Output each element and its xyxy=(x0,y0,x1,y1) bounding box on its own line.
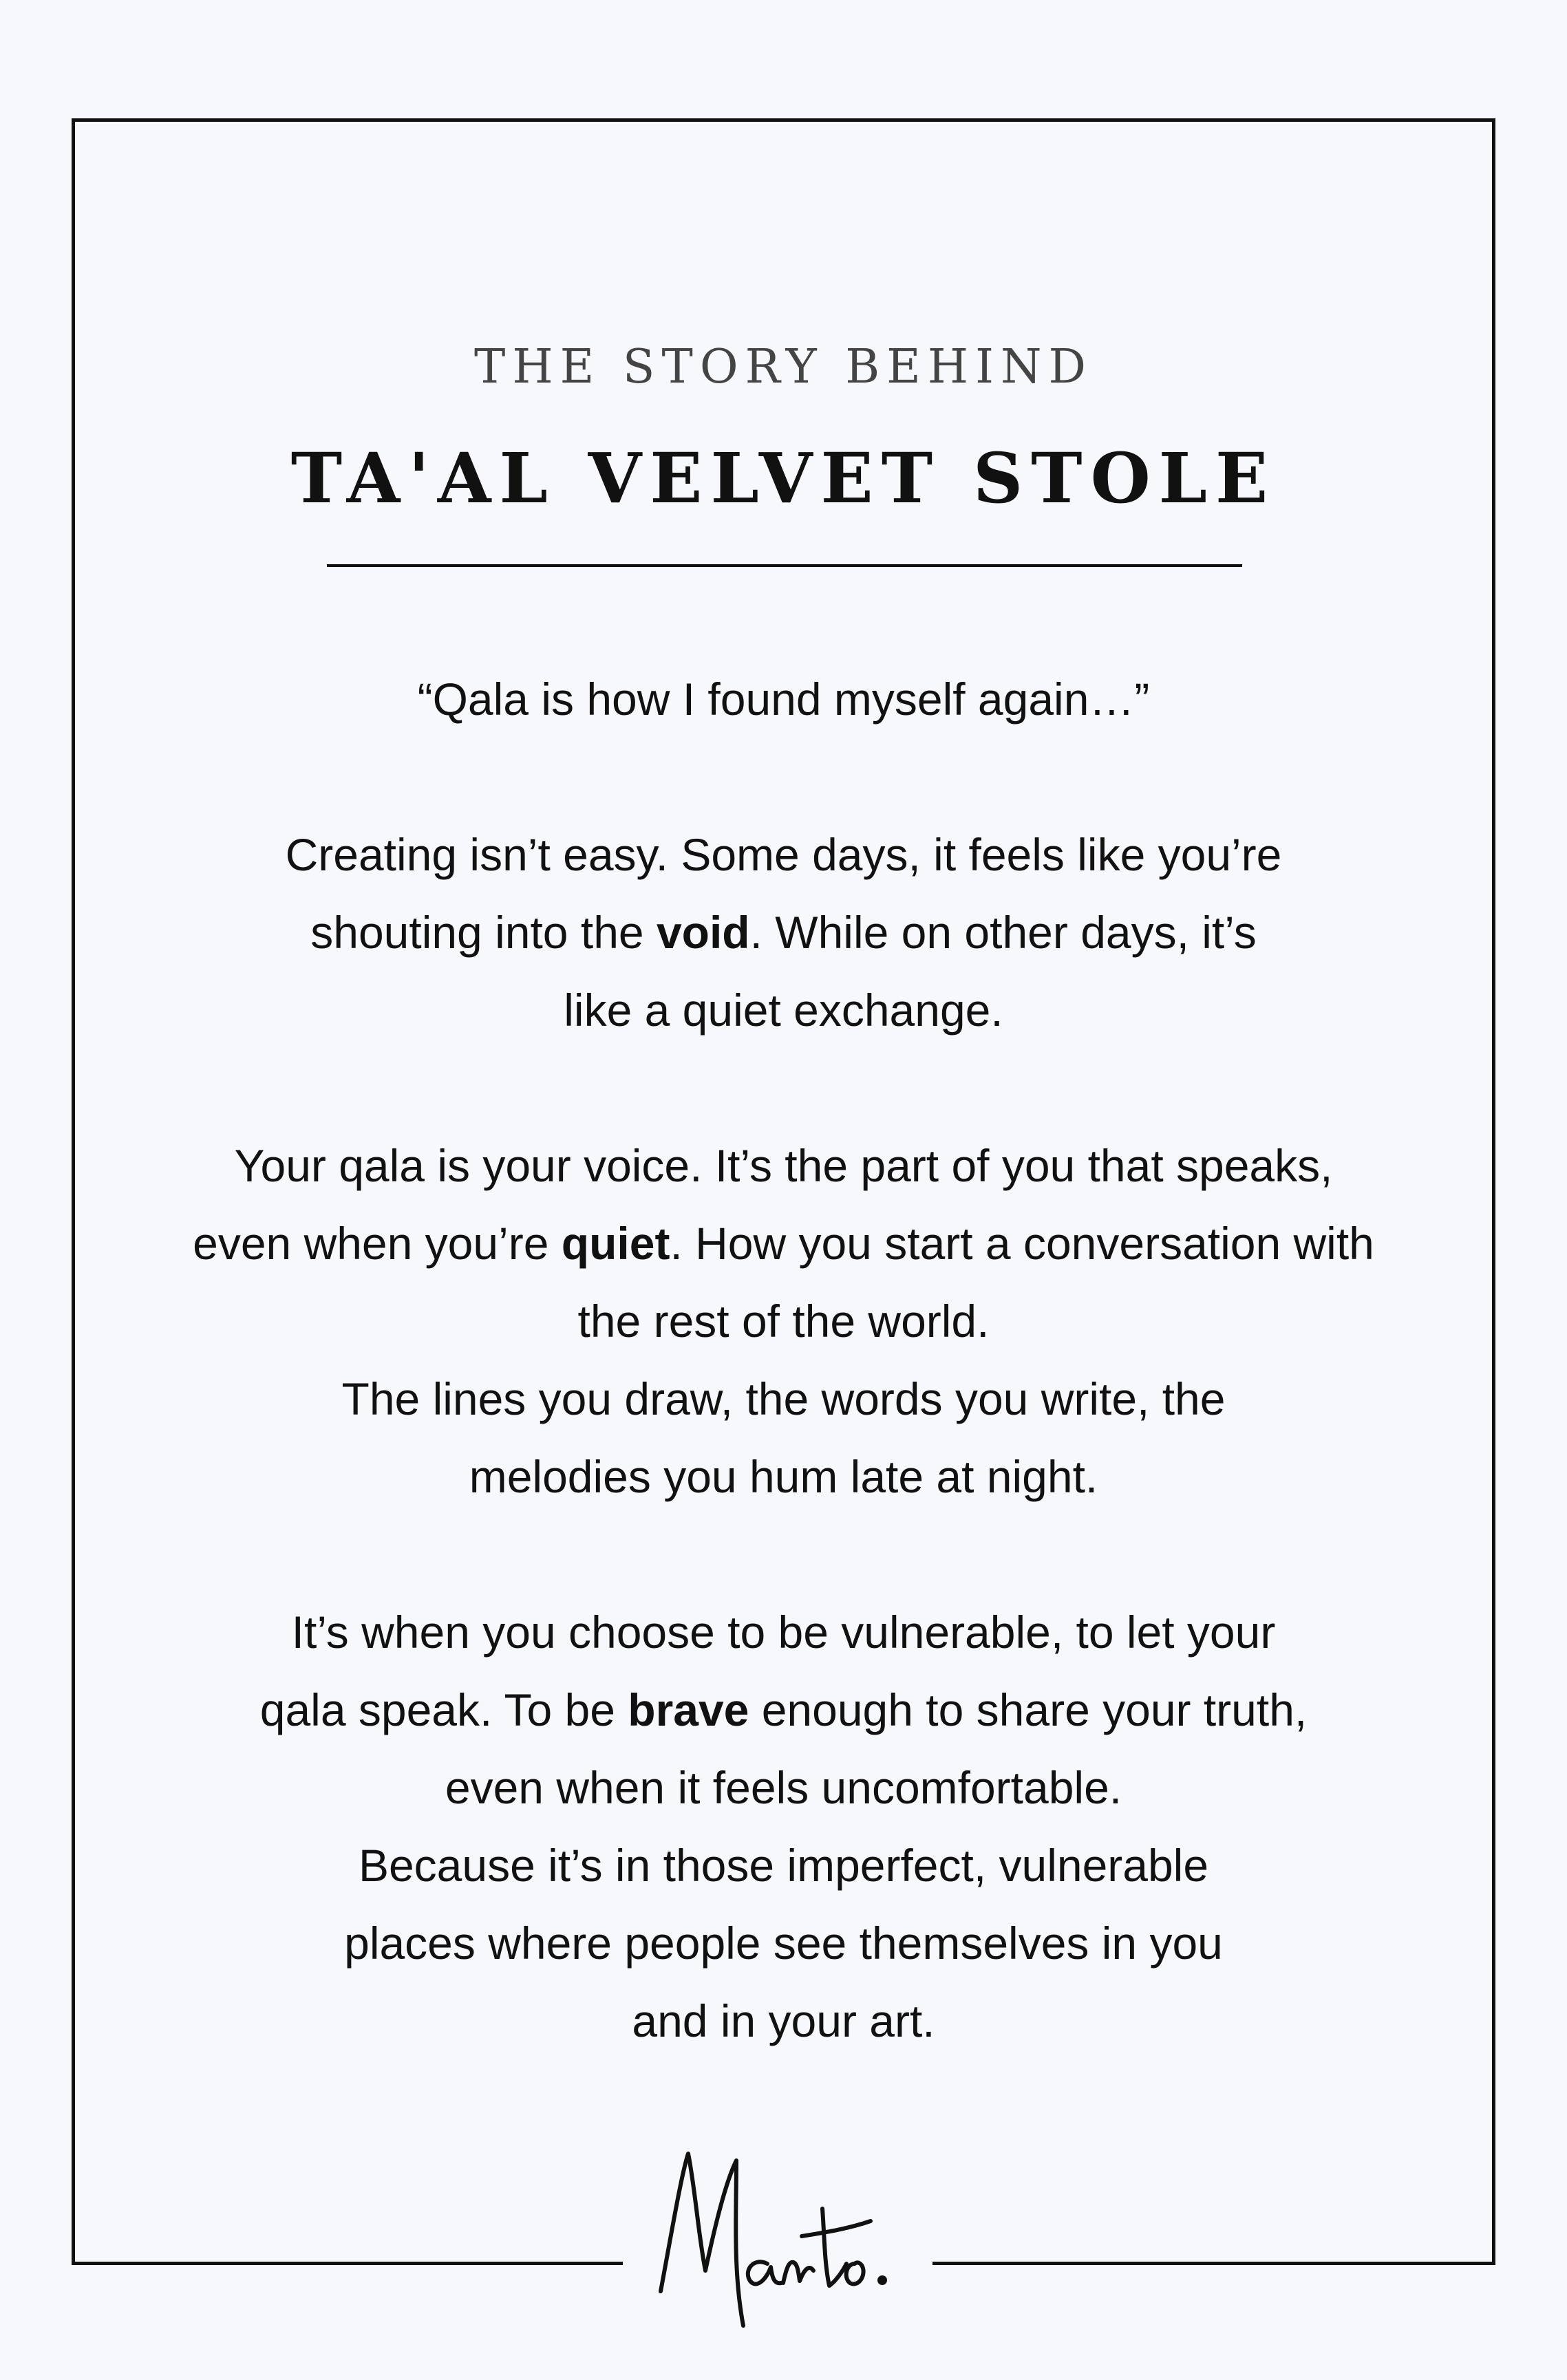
page-title: TA'AL VELVET STOLE xyxy=(290,438,1277,519)
manto-signature xyxy=(640,2133,929,2339)
paragraph-2 xyxy=(172,1127,1395,1360)
title-divider xyxy=(327,564,1242,567)
paragraph-3-continued: Because it’s in those imperfect, vulnerable places where people see themselves in you and in your art. xyxy=(344,1840,1223,2046)
paragraph-gap xyxy=(172,1516,1395,1594)
paragraph-gap xyxy=(172,1049,1395,1127)
emphasis-brave: brave xyxy=(628,1684,749,1735)
paragraph-3 xyxy=(172,1594,1395,1827)
story-body xyxy=(172,661,1395,2060)
paragraph-2-text-b: . How you start a conversation with the rest of the world. xyxy=(577,1218,1374,1347)
paragraph-1 xyxy=(172,816,1395,1049)
emphasis-void: void xyxy=(656,907,750,958)
paragraph-2-continued: The lines you draw, the words you write, the melodies you hum late at night. xyxy=(341,1373,1226,1502)
paragraph-3-text-a: It’s when you choose to be vulnerable, to let your qala speak. To be xyxy=(259,1607,1276,1735)
eyebrow-heading: THE STORY BEHIND xyxy=(473,340,1093,394)
opening-quote: “Qala is how I found myself again…” xyxy=(417,674,1150,725)
paragraph-gap xyxy=(172,738,1395,816)
emphasis-quiet: quiet xyxy=(561,1218,670,1269)
paragraph-1-text-b: . While on other days, it’s like a quiet exchange. xyxy=(564,907,1257,1036)
paragraph-2-text-a: Your qala is your voice. It’s the part of you that speaks, even when you’re xyxy=(193,1140,1333,1269)
paragraph-3-text-b: enough to share your truth, even when it feels uncomfortable. xyxy=(445,1684,1308,1813)
paragraph-1-text-a: Creating isn’t easy. Some days, it feels like you’re shouting into the xyxy=(285,829,1282,958)
